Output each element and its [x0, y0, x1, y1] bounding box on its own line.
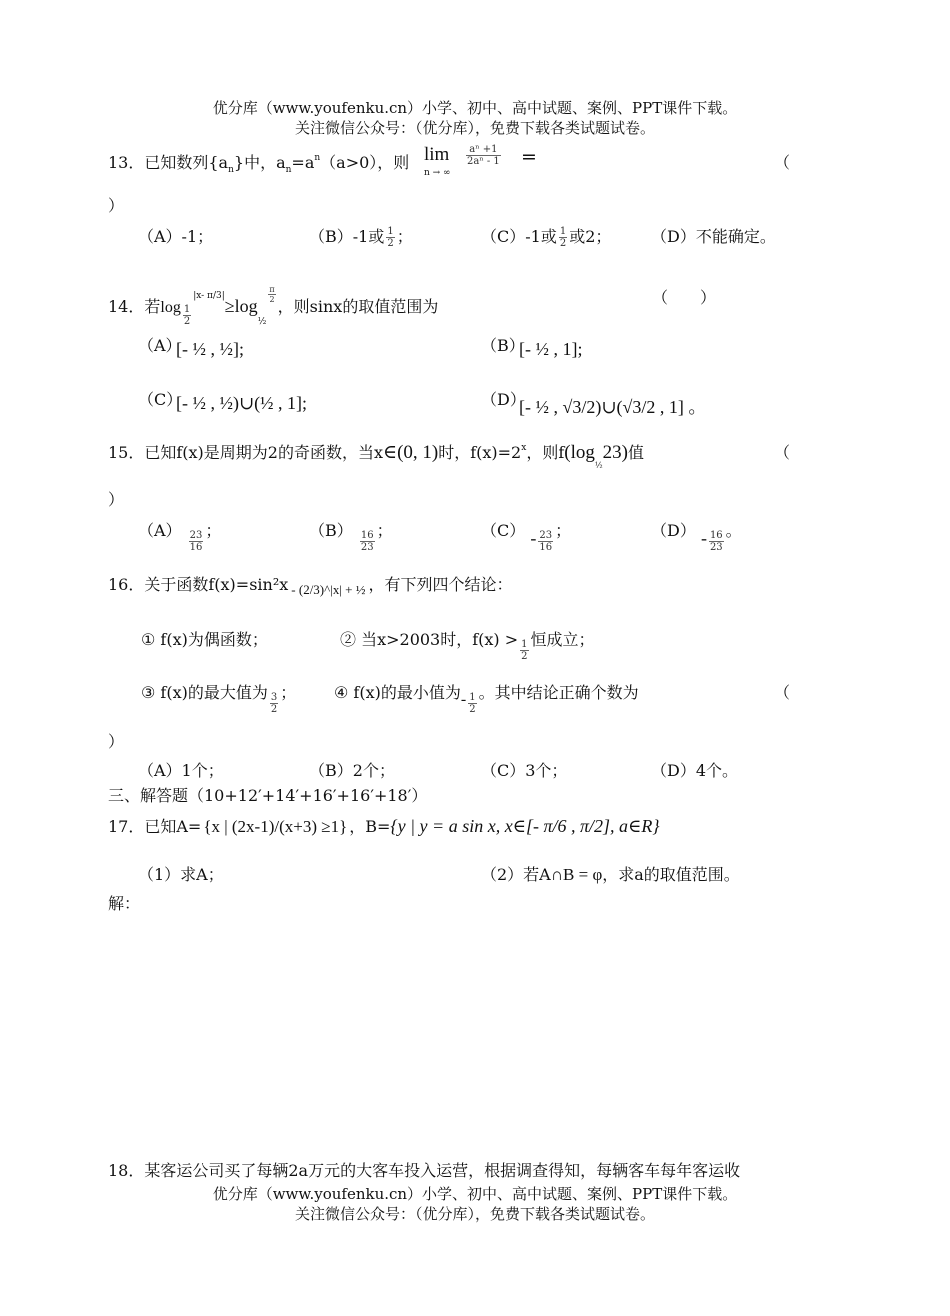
q15-stem: 15．已知f(x)是周期为2的奇函数，当x∈(0, 1)时，$f(x)=2^x$，则$f(\log_{\frac{1}{2}}23)$值 [108, 442, 644, 470]
footer-line-2: 关注微信公众号：（优分库），免费下载各类试题试卷。 [294, 1205, 655, 1223]
q13-paren-open: （ [774, 153, 791, 172]
q14-option-a: [- ½ , ½]; [176, 339, 244, 359]
q17-part-2: （2）若A∩B = φ，求a的取值范围。 [481, 865, 740, 884]
q16-conclusion-3: ③ f(x)的最大值为 $\frac{3}{2}$ ； [141, 683, 297, 715]
q16-option-a: （A）1个； [138, 761, 224, 780]
q14-option-b-label: （B） [481, 336, 525, 355]
q18-stem: 18．某客运公司买了每辆2a万元的大客车投入运营，根据调查得知，每辆客车每年客运收 [108, 1161, 741, 1180]
q13-equals: = [521, 146, 537, 168]
q16-conclusion-4: ④ f(x)的最小值为- $\frac{1}{2}$ 。其中结论正确个数为 [334, 683, 639, 715]
header-line-2: 关注微信公众号：（优分库），免费下载各类试题试卷。 [294, 119, 655, 137]
q15-option-d: （D） - $\frac{16}{23}$ 。 [651, 521, 742, 553]
q14-paren: （ ） [652, 288, 717, 307]
q13-option-c: （C）-1或 $\frac{1}{2}$ 或2； [481, 226, 612, 249]
q14-option-c-label: （C） [138, 390, 183, 409]
q17-stem: 17．已知A= {x | (2x-1)/(x+3) ≥1} ，B={y | y = a sin x, x∈[- π/6 , π/2], a∈R} [108, 816, 660, 836]
q14-option-c: [- ½ , ½)∪(½ , 1]; [176, 393, 308, 413]
q14-option-a-label: （A） [138, 336, 182, 355]
header-line-1: 优分库（www.youfenku.cn）小学、初中、高中试题、案例、PPT课件下载。 [212, 99, 738, 117]
q16-conclusion-1: ① f(x)为偶函数； [141, 630, 268, 649]
q14-option-d: [- ½ , √3/2)∪(√3/2 , 1] 。 [519, 397, 707, 417]
section-3-heading: 三、解答题（10+12′+14′+16′+16′+18′） [108, 786, 428, 805]
q15-option-a: （A） $\frac{23}{16}$ ； [138, 521, 222, 553]
q13-paren-close: ） [108, 196, 125, 215]
q17-part-1: （1）求A； [138, 865, 224, 884]
q13-option-a: （A）-1； [138, 227, 214, 246]
q13-fraction: $\frac{\text{aⁿ +1}}{\text{2aⁿ - 1}}$ [467, 144, 500, 167]
q16-paren-open: （ [774, 683, 791, 702]
q13-option-d: （D）不能确定。 [651, 227, 776, 246]
q14-option-d-label: （D） [481, 390, 526, 409]
q16-conclusion-2: ② 当x>2003时，f(x) > $\frac{1}{2}$ 恒成立； [340, 630, 595, 662]
q13-stem: 13．已知数列$\{a_n\}$中，$a_n=a^n(a>0)$，则 [108, 153, 410, 175]
q14-stem: 14．若log $\frac{1}{2}$ $^{|x- \pi/3|}\ge\log_{\frac{1}{2}}$ $\frac{\pi}{2}$ ，则sinx的取值范围为 [108, 285, 439, 327]
q16-stem: 16．关于函数f(x)=sin²x $_{- (2/3)\^{}|x| + \frac{1}{2}}$ ，有下列四个结论： [108, 575, 513, 597]
q15-paren-close: ） [108, 490, 125, 509]
footer-line-1: 优分库（www.youfenku.cn）小学、初中、高中试题、案例、PPT课件下载。 [212, 1185, 738, 1203]
q15-paren-open: （ [774, 443, 791, 462]
q13-option-b: （B）-1或 $\frac{1}{2}$ ； [309, 226, 413, 249]
q16-option-b: （B）2个； [309, 761, 395, 780]
q15-option-c: （C） - $\frac{23}{16}$ ； [481, 521, 572, 553]
q17-solution-label: 解： [108, 894, 141, 913]
q16-option-d: （D）4个。 [651, 761, 739, 780]
q13-limit: lim n → ∞ [424, 144, 451, 178]
q16-option-c: （C）3个； [481, 761, 568, 780]
q14-option-b: [- ½ , 1]; [519, 339, 583, 359]
q16-paren-close: ） [108, 732, 125, 751]
q15-option-b: （B） $\frac{16}{23}$ ； [309, 521, 393, 553]
